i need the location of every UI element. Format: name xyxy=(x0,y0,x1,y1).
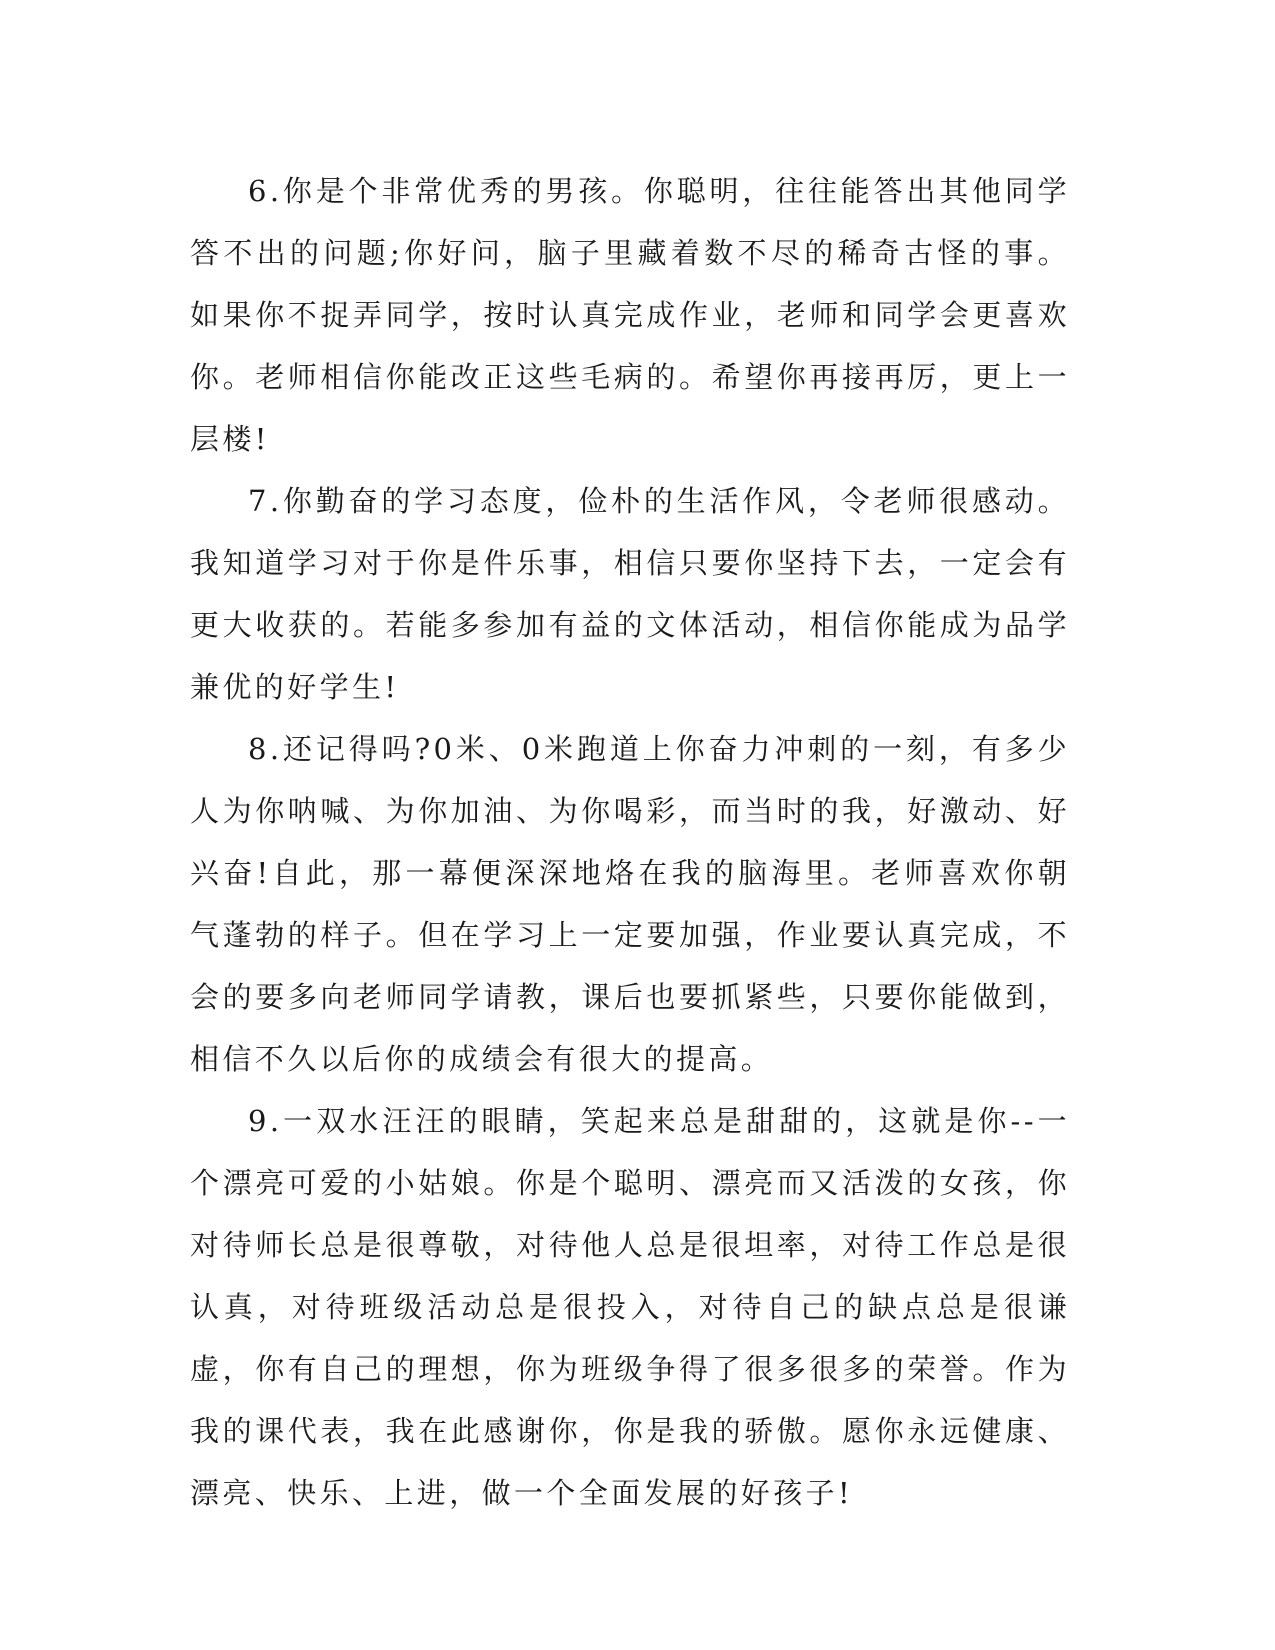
paragraph-9: 9.一双水汪汪的眼睛，笑起来总是甜甜的，这就是你--一个漂亮可爱的小姑娘。你是个聪明、漂亮而又活泼的女孩，你对待师长总是很尊敬，对待他人总是很坦率，对待工作总是很认真，对待班级活动总是很投入，对待自己的缺点总是很谦虚，你有自己的理想，你为班级争得了很多很多的荣誉。作为我的课代表，我在此感谢你，你是我的骄傲。愿你永远健康、漂亮、快乐、上进，做一个全面发展的好孩子! xyxy=(190,1104,1070,1510)
paragraph-7: 7.你勤奋的学习态度，俭朴的生活作风，令老师很感动。我知道学习对于你是件乐事，相信只要你坚持下去，一定会有更大收获的。若能多参加有益的文体活动，相信你能成为品学兼优的好学生! xyxy=(190,484,1070,704)
paragraph-8: 8.还记得吗?0米、0米跑道上你奋力冲刺的一刻，有多少人为你呐喊、为你加油、为你喝彩，而当时的我，好激动、好兴奋!自此，那一幕便深深地烙在我的脑海里。老师喜欢你朝气蓬勃的样子。但在学习上一定要加强，作业要认真完成，不会的要多向老师同学请教，课后也要抓紧些，只要你能做到，相信不久以后你的成绩会有很大的提高。 xyxy=(190,732,1070,1076)
document-body xyxy=(190,160,1070,1524)
paragraph-6: 6.你是个非常优秀的男孩。你聪明，往往能答出其他同学答不出的问题;你好问，脑子里藏着数不尽的稀奇古怪的事。如果你不捉弄同学，按时认真完成作业，老师和同学会更喜欢你。老师相信你能改正这些毛病的。希望你再接再厉，更上一层楼! xyxy=(190,174,1070,456)
